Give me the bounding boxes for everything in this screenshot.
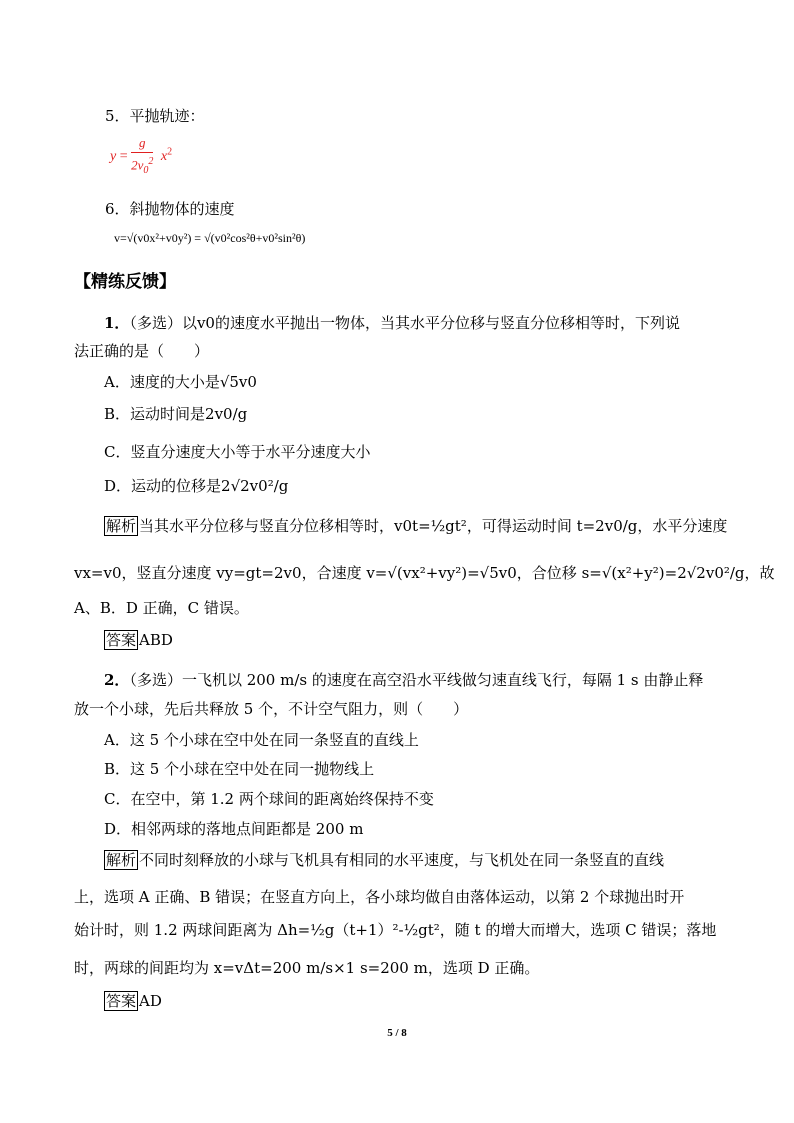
q2-option-b: B．这 5 个小球在空中处在同一抛物线上 — [104, 760, 375, 778]
q1-analysis-line1 — [104, 516, 727, 536]
q2-number: 2． — [104, 671, 130, 689]
formula-x-sup: 2 — [167, 146, 173, 158]
q2-analysis-line4: 时，两球的间距均为 x=vΔt=200 m/s×1 s=200 m，选项 D 正确。 — [74, 959, 540, 977]
q1-answer — [104, 630, 173, 650]
q2-stem-line2: 放一个小球，先后共释放 5 个，不计空气阻力，则（ ） — [74, 700, 469, 718]
formula-lhs: y — [110, 149, 117, 165]
section-heading: 【精练反馈】 — [74, 272, 176, 292]
formula-numerator: g — [131, 134, 153, 153]
q1-option-a: A．速度的大小是√5v0 — [104, 373, 257, 391]
q1-stem-line2: 法正确的是（ ） — [74, 342, 210, 360]
q1-analysis-text1: 当其水平分位移与竖直分位移相等时，v0t=½gt²，可得运动时间 t=2v0/g，水平分速度 — [139, 517, 728, 535]
q1-analysis-line3: A、B．D 正确，C 错误。 — [74, 599, 249, 617]
q2-analysis-line2: 上，选项 A 正确、B 错误；在竖直方向上，各小球均做自由落体运动，以第 2 个球抛出时开 — [74, 888, 685, 906]
q1-number: 1． — [104, 314, 130, 332]
q2-stem-line1 — [104, 670, 703, 690]
q2-analysis-line3: 始计时，则 1.2 两球间距离为 Δh=½g（t+1）²-½gt²，随 t 的增大而增大，选项 C 错误；落地 — [74, 921, 717, 939]
q2-option-a: A．这 5 个小球在空中处在同一条竖直的直线上 — [104, 731, 419, 749]
q1-analysis-tag: 解析 — [106, 517, 137, 535]
q2-analysis-text1: 不同时刻释放的小球与飞机具有相同的水平速度，与飞机处在同一条竖直的直线 — [139, 851, 665, 869]
page-number: 5 / 8 — [387, 1027, 407, 1039]
q2-answer-tag: 答案 — [106, 992, 137, 1010]
formula-den-base: 2v — [131, 157, 144, 173]
q1-option-d: D．运动的位移是2√2v0²/g — [104, 477, 289, 495]
q2-answer-text: AD — [139, 992, 162, 1010]
q2-stem-text: （多选）一飞机以 200 m/s 的速度在高空沿水平线做匀速直线飞行，每隔 1 s 由静止释 — [129, 671, 704, 689]
formula-fraction — [131, 134, 153, 180]
q1-option-c: C．竖直分速度大小等于水平分速度大小 — [104, 443, 371, 461]
formula-eq: = — [119, 149, 128, 165]
q1-analysis-line2: vx=v0，竖直分速度 vy=gt=2v0，合速度 v=√(vx²+vy²)=√5v0，合位移 s=√(x²+y²)=2√2v0²/g，故 — [74, 564, 775, 582]
formula-denominator — [131, 153, 153, 180]
q2-analysis-tag: 解析 — [106, 851, 137, 869]
oblique-velocity-formula: v=√(v0x²+v0y²) = √(v0²cos²θ+v0²sin²θ) — [114, 231, 306, 245]
formula-den-sub: 0 — [143, 164, 149, 176]
q1-answer-tag: 答案 — [106, 631, 137, 649]
formula-x: x — [160, 149, 168, 165]
formula-den-sup: 2 — [148, 156, 154, 167]
q2-answer — [104, 991, 162, 1011]
q2-analysis-line1 — [104, 850, 664, 870]
section5-title: 5．平抛轨迹： — [105, 107, 205, 125]
section6-title: 6．斜抛物体的速度 — [105, 200, 235, 218]
q1-option-b: B．运动时间是2v0/g — [104, 405, 248, 423]
q2-option-c: C．在空中，第 1.2 两个球间的距离始终保持不变 — [104, 790, 434, 808]
q1-stem-text: （多选）以v0的速度水平抛出一物体，当其水平分位移与竖直分位移相等时，下列说 — [129, 314, 680, 332]
q2-option-d: D．相邻两球的落地点间距都是 200 m — [104, 820, 364, 838]
trajectory-formula — [110, 134, 172, 180]
q1-answer-text: ABD — [139, 631, 173, 649]
q1-stem-line1 — [104, 313, 680, 333]
